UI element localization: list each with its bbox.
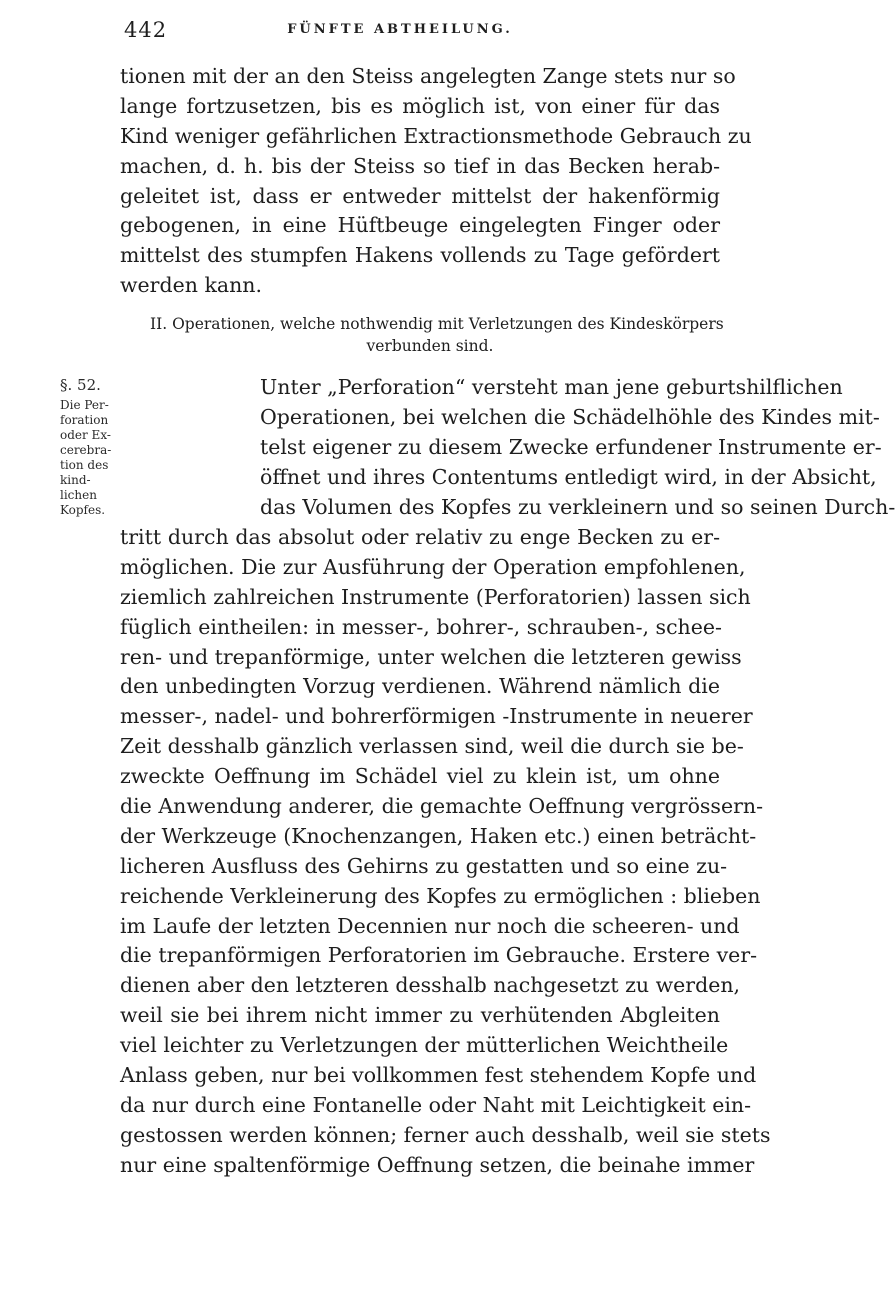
margin-note — [60, 378, 124, 518]
page-number: 442 — [124, 18, 168, 42]
text-line: möglichen. Die zur Ausführung der Operation empfohlenen, — [120, 554, 746, 579]
paragraph-perforation-body — [120, 523, 771, 1181]
text-line: dienen aber den letzteren desshalb nachgesetzt zu werden, — [120, 973, 741, 998]
text-line: licheren Ausfluss des Gehirns zu gestatten und so eine zu- — [120, 853, 728, 878]
text-line: lange fortzusetzen, bis es möglich ist, von einer für das — [120, 93, 720, 118]
section-heading — [140, 313, 724, 357]
text-line: gestossen werden können; ferner auch desshalb, weil sie stets — [120, 1122, 771, 1147]
margin-line: foration — [60, 413, 109, 427]
text-line: reichende Verkleinerung des Kopfes zu ermöglichen : blieben — [120, 883, 761, 908]
text-line: werden kann. — [120, 273, 263, 298]
text-line: Kind weniger gefährlichen Extractionsmethode Gebrauch zu — [120, 123, 752, 148]
text-line: den unbedingten Vorzug verdienen. Während nämlich die — [120, 674, 720, 699]
text-line: zweckte Oeffnung im Schädel viel zu klein ist, um ohne — [120, 764, 720, 789]
text-line: machen, d. h. bis der Steiss so tief in das Becken herab- — [120, 153, 720, 178]
text-line: tritt durch das absolut oder relativ zu enge Becken zu er- — [120, 525, 720, 549]
text-line: viel leichter zu Verletzungen der mütterlichen Weichtheile — [120, 1033, 729, 1058]
text-line: im Laufe der letzten Decennien nur noch die scheeren- und — [120, 913, 740, 938]
text-line: der Werkzeuge (Knochenzangen, Haken etc.) einen beträcht- — [120, 823, 757, 848]
page-header — [0, 18, 800, 48]
margin-line: cerebra- — [60, 443, 112, 457]
section-number: §. 52. — [60, 376, 101, 394]
paragraph-continuation — [120, 62, 752, 301]
margin-line: oder Ex- — [60, 428, 111, 442]
running-head: FÜNFTE ABTHEILUNG. — [287, 22, 513, 37]
text-line: gebogenen, in eine Hüftbeuge eingelegten Finger oder — [120, 213, 720, 238]
text-line: mittelst des stumpfen Hakens vollends zu Tage gefördert — [120, 243, 720, 268]
margin-line: tion des — [60, 458, 109, 472]
heading-line: verbunden sind. — [366, 337, 494, 355]
text-line: Zeit desshalb gänzlich verlassen sind, weil die durch sie be- — [120, 734, 744, 759]
text-line: die Anwendung anderer, die gemachte Oeffnung vergrössern- — [120, 794, 764, 819]
text-line: die trepanförmigen Perforatorien im Gebrauche. Erstere ver- — [120, 943, 758, 968]
text-line: messer-, nadel- und bohrerförmigen -Instrumente in neuerer — [120, 704, 753, 729]
text-line: da nur durch eine Fontanelle oder Naht mit Leichtigkeit ein- — [120, 1092, 752, 1117]
text-line: öffnet und ihres Contentums entledigt wird, in der Absicht, — [260, 464, 877, 489]
paragraph-perforation-intro — [260, 373, 895, 522]
text-line: ren- und trepanförmige, unter welchen die letzteren gewiss — [120, 644, 742, 669]
text-line: telst eigener zu diesem Zwecke erfundener Instrumente er- — [260, 434, 882, 459]
text-line: Unter „Perforation“ versteht man jene geburtshilflichen — [260, 375, 843, 399]
text-line: geleitet ist, dass er entweder mittelst der hakenförmig — [120, 183, 720, 208]
margin-line: Kopfes. — [60, 503, 106, 517]
text-line: ziemlich zahlreichen Instrumente (Perforatorien) lassen sich — [120, 584, 751, 609]
margin-line: Die Per- — [60, 398, 109, 412]
margin-line: lichen — [60, 488, 97, 502]
text-line: nur eine spaltenförmige Oeffnung setzen, die beinahe immer — [120, 1152, 755, 1177]
text-line: Anlass geben, nur bei vollkommen fest stehendem Kopfe und — [120, 1063, 757, 1088]
margin-line: kind- — [60, 473, 91, 487]
text-line: Operationen, bei welchen die Schädelhöhle des Kindes mit- — [260, 404, 880, 429]
text-line: das Volumen des Kopfes zu verkleinern und so seinen Durch- — [260, 494, 895, 519]
text-line: weil sie bei ihrem nicht immer zu verhütenden Abgleiten — [120, 1003, 720, 1028]
text-line: füglich eintheilen: in messer-, bohrer-, schrauben-, schee- — [120, 614, 722, 639]
heading-line: II. Operationen, welche nothwendig mit Verletzungen des Kindeskörpers — [150, 315, 724, 333]
text-line: tionen mit der an den Steiss angelegten Zange stets nur so — [120, 64, 736, 88]
